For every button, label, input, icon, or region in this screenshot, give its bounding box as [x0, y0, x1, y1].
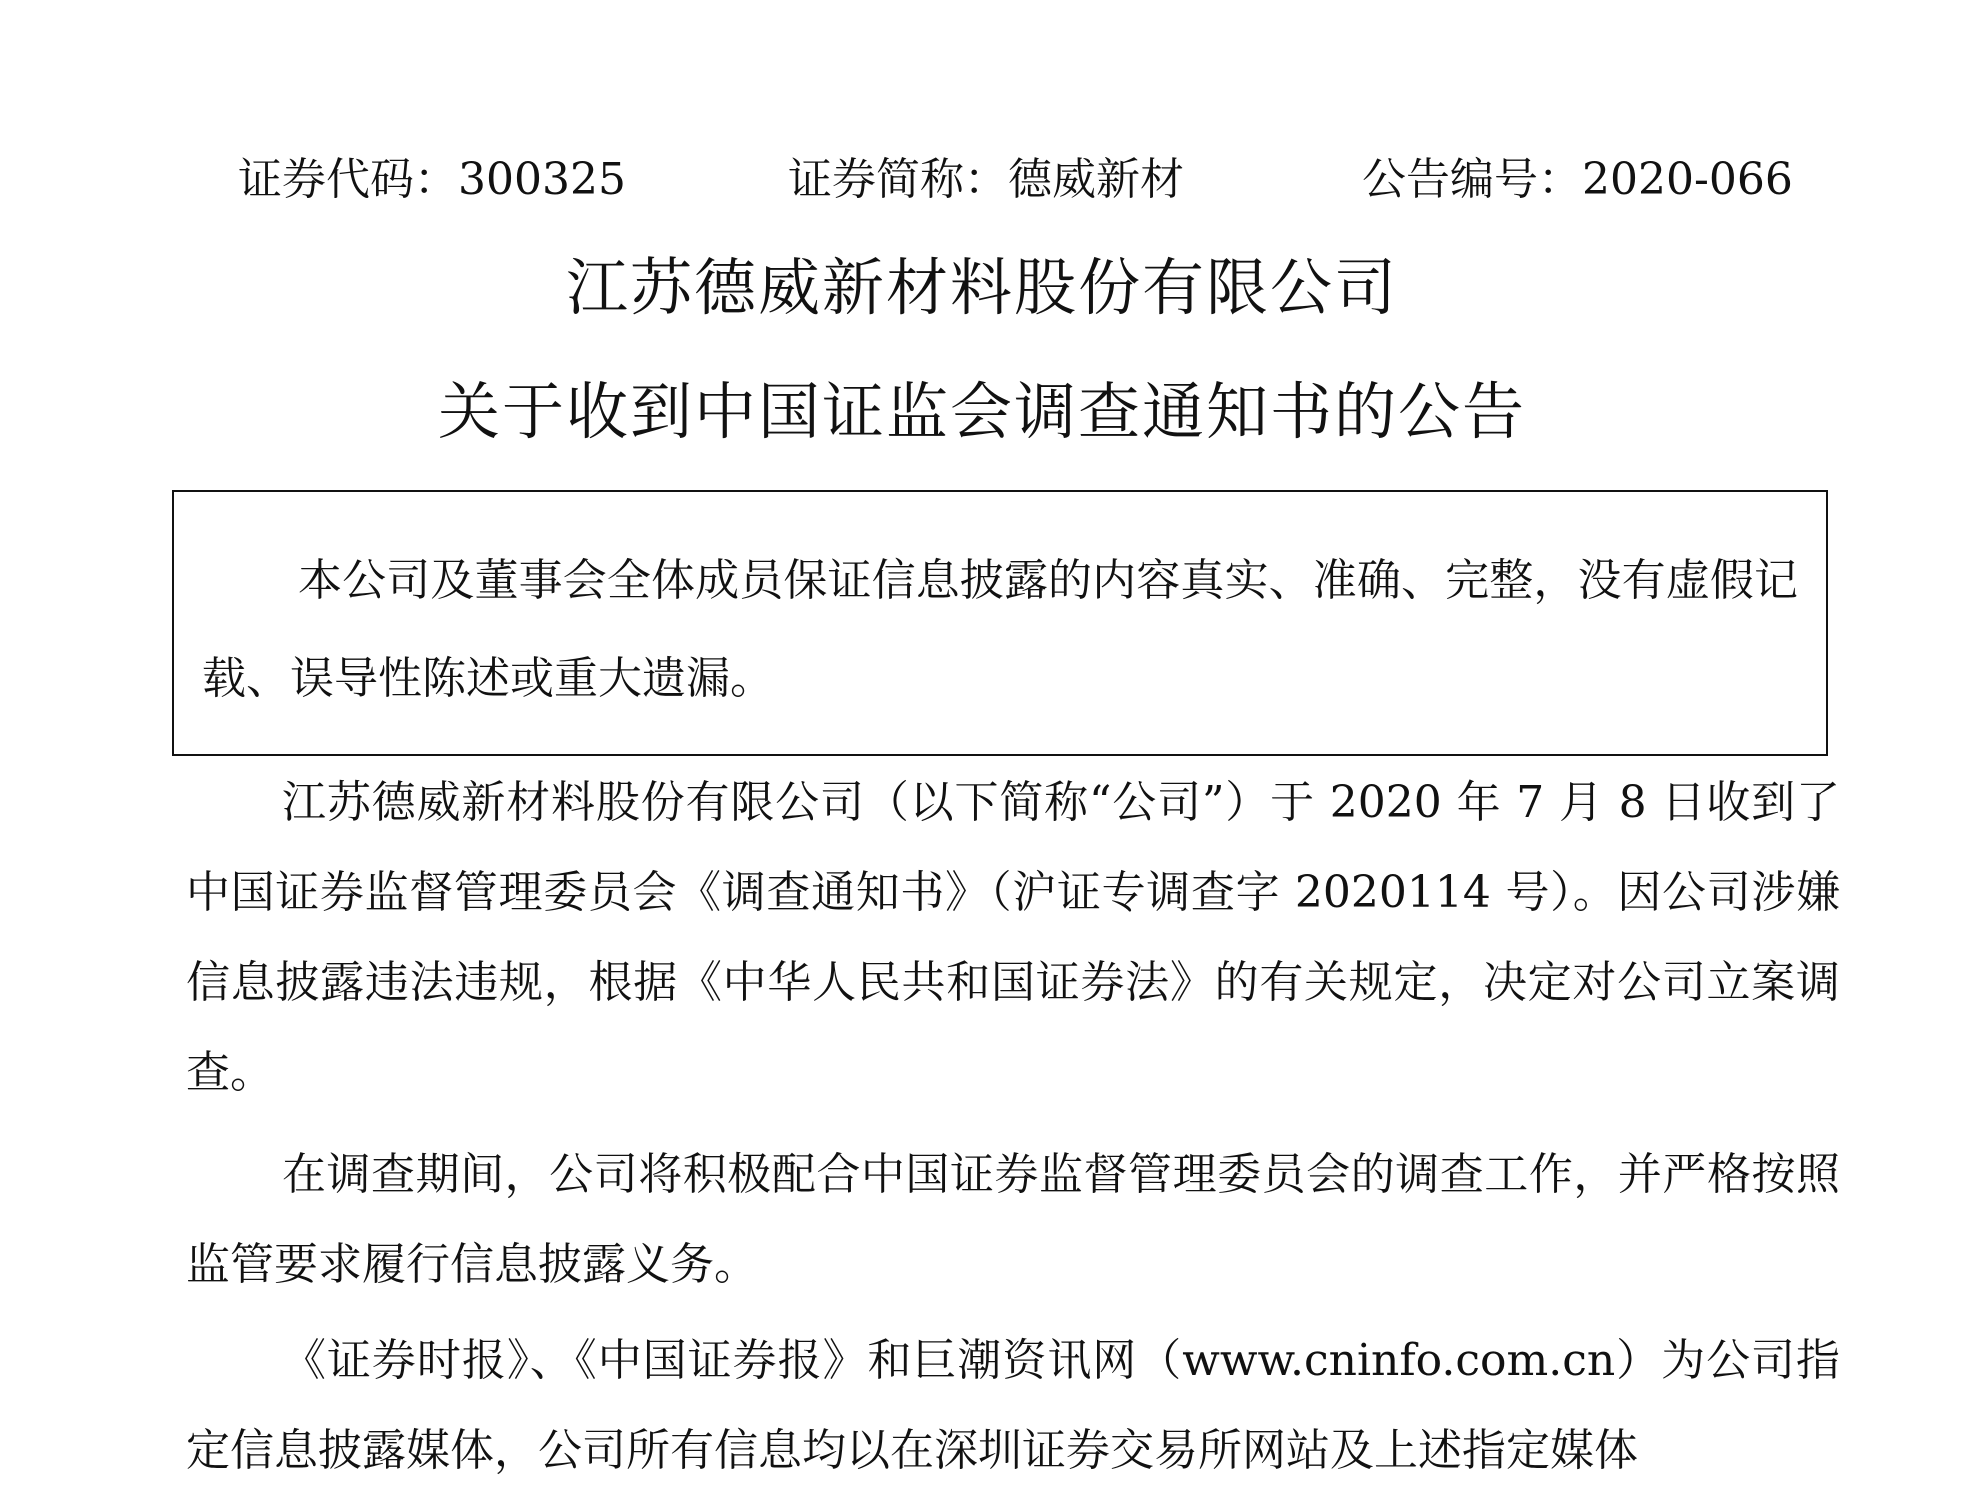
body-paragraph-media: 《证券时报》、《中国证券报》和巨潮资讯网（www.cninfo.com.cn）为公司指定信息披露媒体，公司所有信息均以在深圳证券交易所网站及上述指定媒体 — [186, 1335, 1840, 1476]
body-paragraph-cooperation: 在调查期间，公司将积极配合中国证券监督管理委员会的调查工作，并严格按照监管要求履行信息披露义务。 — [186, 1149, 1840, 1290]
disclaimer-text: 本公司及董事会全体成员保证信息披露的内容真实、准确、完整，没有虚假记载、误导性陈述或重大遗漏。 — [202, 555, 1798, 704]
stock-short-name: 证券简称：德威新材 — [788, 154, 1184, 205]
disclaimer-box — [172, 490, 1828, 756]
announcement-title: 关于收到中国证监会调查通知书的公告 — [437, 375, 1526, 448]
company-title: 江苏德威新材料股份有限公司 — [565, 251, 1398, 324]
body-paragraph-investigation: 江苏德威新材料股份有限公司（以下简称“公司”）于 2020 年 7 月 8 日收到了中国证券监督管理委员会《调查通知书》（沪证专调查字 2020114 号）。因公司涉嫌信息披露违法违规，根据《中华人民共和国证券法》的有关规定，决定对公司立案调查。 — [186, 777, 1840, 1098]
announcement-header — [0, 150, 1964, 210]
announcement-number: 公告编号：2020-066 — [1362, 154, 1793, 205]
stock-code: 证券代码：300325 — [238, 154, 626, 205]
